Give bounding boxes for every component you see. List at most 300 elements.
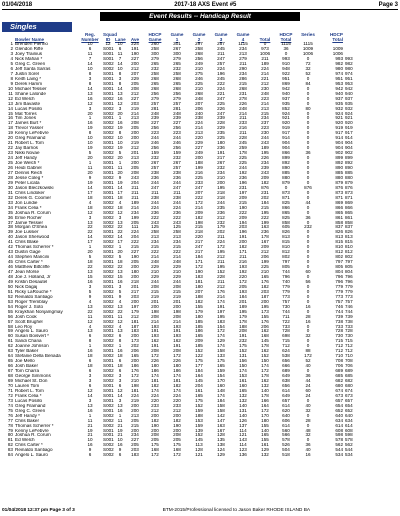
footer-license: BTM-2015/Professional licensed to Jason Baker RHODE ISLAND BA: [162, 508, 311, 513]
table-cell: S001: [103, 284, 114, 289]
table-cell: 172: [195, 200, 203, 205]
table-cell: 28: [7, 175, 13, 180]
table-cell: S001: [103, 230, 114, 235]
table-cell: 16: [117, 121, 123, 126]
table-cell: 5: [118, 289, 122, 294]
table-cell: 223: [261, 126, 269, 131]
table-cell: 796: [335, 274, 343, 279]
table-cell: 712: [345, 344, 353, 349]
table-cell: 236: [173, 175, 181, 180]
table-cell: 804: [345, 270, 353, 275]
table-cell: 222: [151, 215, 159, 220]
table-cell: 3: [88, 379, 92, 383]
table-cell: 125: [173, 225, 181, 230]
table-cell: 178: [239, 319, 247, 324]
table-cell: 22: [117, 265, 123, 270]
table-cell: 12: [117, 210, 123, 215]
table-cell: 826: [335, 230, 343, 235]
table-cell: 174: [239, 369, 247, 374]
table-cell: 710: [345, 354, 353, 359]
table-cell: S001: [103, 76, 114, 81]
table-cell: 5: [88, 151, 92, 156]
table-cell: 43: [7, 250, 13, 255]
table-cell: 204: [131, 180, 139, 185]
table-cell: Lucas Posillo: [15, 106, 43, 111]
table-cell: 4: [88, 324, 92, 329]
table-cell: 114: [239, 428, 247, 433]
table-cell: 234: [131, 433, 139, 438]
table-cell: 200: [131, 131, 139, 136]
table-cell: 890: [335, 166, 343, 171]
table-cell: Susan Boisvert *: [15, 334, 49, 339]
table-cell: 150: [261, 359, 269, 364]
table-cell: 974: [345, 71, 353, 76]
table-cell: 83: [7, 448, 13, 453]
table-cell: 810: [345, 245, 353, 250]
table-cell: S002: [103, 156, 114, 161]
table-cell: 229: [217, 126, 225, 131]
table-cell: 281: [151, 106, 159, 111]
table-cell: S002: [103, 205, 114, 210]
table-cell: 214: [239, 111, 247, 116]
table-cell: 128: [195, 448, 203, 453]
table-cell: 201: [151, 299, 159, 304]
table-cell: 162: [261, 379, 269, 383]
table-cell: 51: [7, 289, 13, 294]
table-cell: 201: [131, 151, 139, 156]
table-cell: 198: [173, 309, 181, 314]
table-cell: S001: [103, 393, 114, 398]
table-cell: 200: [131, 428, 139, 433]
table-cell: Lauren Tom: [15, 383, 40, 388]
table-cell: 910: [282, 62, 290, 66]
table-cell: 247: [151, 185, 159, 190]
table-cell: 673: [345, 393, 353, 398]
table-cell: 1115: [238, 42, 248, 47]
table-cell: 796: [282, 274, 290, 279]
footer-left: 01/04/2018 12:37 pm Page 3 of 3: [2, 508, 75, 513]
table-cell: 220: [239, 274, 247, 279]
table-cell: 22: [117, 309, 123, 314]
table-cell: 10: [117, 438, 123, 443]
table-cell: 36: [7, 215, 13, 220]
table-cell: 935: [345, 101, 353, 106]
table-cell: 973: [261, 47, 269, 52]
table-cell: 211: [131, 190, 139, 195]
table-cell: 152: [217, 270, 225, 275]
table-cell: Justin Sorel: [15, 71, 40, 76]
table-cell: 201: [131, 284, 139, 289]
table-cell: Chris Carter *: [15, 443, 43, 448]
table-cell: 121: [239, 433, 247, 438]
table-cell: 220: [173, 398, 181, 403]
table-cell: 40: [305, 364, 311, 369]
column-header: Game: [148, 36, 162, 42]
table-cell: 16: [87, 408, 93, 413]
table-cell: 733: [345, 324, 353, 329]
table-cell: Tyler Baker: [15, 349, 39, 354]
table-cell: 1: [88, 413, 92, 418]
table-cell: 196: [239, 180, 247, 185]
table-cell: 161: [261, 443, 269, 448]
table-cell: 71: [7, 388, 13, 393]
table-cell: 813: [345, 235, 353, 240]
table-cell: 16: [7, 116, 13, 121]
table-cell: 235: [217, 131, 225, 136]
table-cell: 773: [345, 294, 353, 299]
table-cell: 212: [131, 66, 139, 71]
table-cell: S002: [103, 354, 114, 359]
table-cell: 172: [304, 354, 312, 359]
table-cell: 172: [261, 369, 269, 374]
table-cell: 182: [151, 383, 159, 388]
table-cell: 890: [282, 166, 290, 171]
table-cell: 172: [131, 374, 139, 379]
table-cell: 211: [217, 260, 225, 265]
table-cell: 879: [345, 180, 353, 185]
table-cell: Thomas Scherrer *: [15, 423, 54, 428]
table-cell: 899: [282, 156, 290, 161]
table-cell: 205: [131, 418, 139, 423]
table-cell: 207: [195, 289, 203, 294]
table-cell: 5: [118, 255, 122, 260]
column-header: Game: [170, 32, 184, 37]
table-cell: 0: [306, 245, 310, 250]
table-cell: 200: [173, 413, 181, 418]
table-cell: 179: [131, 309, 139, 314]
table-cell: 871: [345, 195, 353, 200]
table-cell: 656: [282, 383, 290, 388]
table-cell: 914: [282, 136, 290, 141]
table-cell: 9: [88, 175, 92, 180]
table-cell: 175: [239, 344, 247, 349]
table-cell: 300: [151, 52, 159, 57]
table-cell: 260: [151, 42, 159, 47]
table-cell: 935: [282, 101, 290, 106]
table-cell: 247: [195, 245, 203, 250]
table-cell: Tom Charra: [15, 369, 39, 374]
table-cell: 221: [217, 91, 225, 96]
table-cell: Reinaldo Santiago: [15, 448, 53, 453]
table-cell: 175: [195, 398, 203, 403]
table-cell: 6: [118, 334, 122, 339]
table-cell: 16: [87, 443, 93, 448]
table-cell: 779: [335, 284, 343, 289]
table-cell: 114: [239, 443, 247, 448]
table-cell: 182: [173, 383, 181, 388]
table-cell: 181: [195, 279, 203, 284]
table-cell: Robert L. Tom: [15, 141, 44, 146]
table-cell: 876: [335, 185, 343, 190]
table-cell: 279: [151, 57, 159, 62]
table-cell: 18: [87, 364, 93, 369]
table-cell: 914: [345, 136, 353, 141]
table-cell: 20: [87, 250, 93, 255]
table-cell: 813: [282, 235, 290, 240]
table-cell: 8: [118, 71, 122, 76]
table-cell: 712: [335, 344, 343, 349]
table-cell: 211: [151, 190, 159, 195]
table-cell: S002: [103, 240, 114, 245]
table-cell: 243: [131, 175, 139, 180]
table-cell: 175: [173, 443, 181, 448]
table-cell: 229: [131, 76, 139, 81]
table-cell: 578: [335, 438, 343, 443]
table-cell: 199: [131, 215, 139, 220]
table-cell: 46: [7, 265, 13, 270]
table-cell: 215: [261, 111, 269, 116]
column-header: Total: [259, 36, 271, 42]
table-cell: 815: [345, 240, 353, 245]
table-cell: 227: [151, 121, 159, 126]
table-cell: 211: [261, 57, 269, 62]
table-cell: 951: [282, 76, 290, 81]
table-cell: 224: [217, 240, 225, 245]
table-cell: 159: [195, 423, 203, 428]
table-cell: 258: [173, 230, 181, 235]
table-cell: 544: [335, 448, 343, 453]
table-cell: S001: [103, 408, 114, 413]
table-cell: 193: [173, 334, 181, 339]
table-cell: Joe Mello: [15, 359, 35, 364]
table-cell: 234: [261, 116, 269, 121]
table-cell: 993: [335, 57, 343, 62]
table-cell: 247: [195, 185, 203, 190]
table-cell: 215: [131, 423, 139, 428]
table-cell: 657: [335, 398, 343, 403]
table-cell: S001: [103, 383, 114, 388]
table-cell: S002: [103, 334, 114, 339]
table-cell: S002: [103, 175, 114, 180]
table-cell: 3: [88, 398, 92, 403]
table-cell: 178: [261, 393, 269, 398]
table-cell: 72: [7, 393, 13, 398]
table-cell: S002: [103, 151, 114, 156]
table-cell: 189: [131, 200, 139, 205]
table-cell: 16: [305, 304, 311, 309]
table-cell: 152: [195, 433, 203, 438]
table-cell: 657: [282, 398, 290, 403]
table-cell: 199: [261, 260, 269, 265]
table-cell: 210: [195, 66, 203, 71]
table-cell: 56: [7, 314, 13, 319]
table-cell: 204: [195, 383, 203, 388]
table-cell: Reinaldo Santiago: [15, 294, 53, 299]
table-cell: 12: [117, 388, 123, 393]
table-cell: 224: [261, 66, 269, 71]
table-cell: 193: [239, 289, 247, 294]
table-cell: 0: [306, 344, 310, 349]
table-cell: 231: [239, 91, 247, 96]
table-cell: 211: [239, 255, 247, 260]
table-cell: 172: [173, 453, 181, 458]
table-cell: 223: [261, 96, 269, 101]
table-cell: 1: [118, 116, 122, 121]
table-cell: 203: [261, 289, 269, 294]
table-cell: 213: [261, 106, 269, 111]
table-cell: 52: [305, 359, 311, 364]
table-cell: 267: [173, 47, 181, 52]
table-cell: 904: [282, 141, 290, 146]
table-cell: 245: [217, 47, 225, 52]
table-cell: 8: [88, 71, 92, 76]
table-cell: 213: [131, 413, 139, 418]
table-cell: 184: [261, 200, 269, 205]
table-cell: S002: [103, 344, 114, 349]
table-cell: 876: [304, 185, 312, 190]
table-cell: 232: [239, 339, 247, 344]
table-cell: 226: [239, 101, 247, 106]
table-cell: 195: [239, 309, 247, 314]
table-cell: 180: [261, 418, 269, 423]
table-cell: 200: [131, 274, 139, 279]
table-cell: 738: [335, 319, 343, 324]
table-cell: 226: [151, 359, 159, 364]
table-cell: 205: [173, 438, 181, 443]
table-cell: 19: [7, 131, 13, 136]
table-cell: 23: [7, 151, 13, 156]
table-cell: 162: [173, 339, 181, 344]
table-cell: 212: [151, 408, 159, 413]
table-cell: 215: [195, 225, 203, 230]
table-cell: 0: [306, 101, 310, 106]
table-cell: S002: [103, 215, 114, 220]
table-cell: 685: [345, 374, 353, 379]
table-cell: Kristin Desautel: [15, 279, 48, 284]
table-cell: Ed Welch: [15, 438, 35, 443]
table-cell: 174: [151, 374, 159, 379]
table-cell: 993: [345, 57, 353, 62]
table-cell: 229: [195, 141, 203, 146]
table-cell: 179: [195, 309, 203, 314]
table-cell: 65: [7, 359, 13, 364]
table-cell: 244: [173, 200, 181, 205]
table-cell: 219: [131, 398, 139, 403]
table-cell: 873: [282, 190, 290, 195]
table-cell: 244: [151, 279, 159, 284]
table-cell: 211: [131, 195, 139, 200]
table-cell: 0: [306, 180, 310, 185]
table-cell: 208: [131, 170, 139, 175]
table-cell: 180: [195, 314, 203, 319]
table-cell: 876: [345, 185, 353, 190]
table-cell: 534: [335, 453, 343, 458]
table-cell: 3: [118, 76, 122, 81]
table-cell: 197: [239, 190, 247, 195]
table-cell: Frank Celia *: [15, 393, 42, 398]
table-cell: 239: [261, 166, 269, 171]
table-cell: 129: [217, 453, 225, 458]
table-cell: 36: [283, 47, 289, 52]
table-cell: 180: [173, 364, 181, 369]
table-cell: 802: [345, 255, 353, 260]
table-cell: 812: [345, 250, 353, 255]
table-cell: 155: [195, 304, 203, 309]
table-cell: 18: [87, 354, 93, 359]
table-cell: 866: [282, 205, 290, 210]
table-cell: 214: [131, 205, 139, 210]
table-cell: 40: [305, 448, 311, 453]
table-cell: 22: [7, 146, 13, 151]
table-cell: 278: [239, 96, 247, 101]
table-cell: 200: [173, 428, 181, 433]
table-cell: 865: [282, 210, 290, 215]
table-cell: S002: [103, 131, 114, 136]
table-cell: 504: [282, 448, 290, 453]
table-cell: 155: [261, 423, 269, 428]
table-cell: 257: [173, 166, 181, 171]
table-cell: 880: [282, 175, 290, 180]
table-cell: 236: [173, 210, 181, 215]
table-cell: 214: [151, 255, 159, 260]
table-cell: 174: [217, 344, 225, 349]
table-cell: Heidi Gabriel: [15, 166, 42, 171]
table-cell: 9: [118, 448, 122, 453]
table-cell: 268: [173, 76, 181, 81]
table-cell: 286: [239, 76, 247, 81]
table-cell: 598: [345, 433, 353, 438]
table-cell: 77: [7, 418, 13, 423]
table-cell: 30: [7, 185, 13, 190]
table-cell: S002: [103, 106, 114, 111]
table-cell: Tim Jones: [15, 116, 37, 121]
table-cell: 155: [261, 314, 269, 319]
table-cell: 193: [239, 265, 247, 270]
table-cell: 55: [7, 309, 13, 314]
table-cell: S002: [103, 96, 114, 101]
table-cell: 265: [151, 81, 159, 86]
table-cell: 620: [282, 408, 290, 413]
table-cell: 256: [151, 126, 159, 131]
table-cell: 243: [173, 220, 181, 225]
table-cell: 178: [261, 235, 269, 240]
table-cell: S002: [103, 418, 114, 423]
table-cell: 165: [131, 354, 139, 359]
table-cell: 3: [10, 52, 13, 57]
table-cell: 225: [261, 265, 269, 270]
table-cell: 1: [88, 245, 92, 250]
table-cell: 222: [239, 210, 247, 215]
table-cell: 534: [345, 453, 353, 458]
table-cell: 208: [151, 349, 159, 354]
table-cell: Kenny LeFebvre: [15, 428, 49, 433]
table-cell: 140: [261, 388, 269, 393]
table-cell: 165: [239, 388, 247, 393]
table-cell: 188: [239, 324, 247, 329]
table-cell: 223: [173, 131, 181, 136]
table-cell: 917: [335, 131, 343, 136]
table-cell: 174: [217, 299, 225, 304]
table-cell: 234: [239, 71, 247, 76]
table-cell: 224: [173, 205, 181, 210]
table-cell: 208: [131, 121, 139, 126]
table-cell: 980: [345, 66, 353, 71]
table-cell: 211: [217, 235, 225, 240]
table-cell: 191: [239, 334, 247, 339]
table-cell: 225: [239, 161, 247, 166]
table-cell: 229: [151, 274, 159, 279]
table-cell: Robert L. Tom: [15, 388, 44, 393]
table-cell: 10: [117, 136, 123, 141]
table-cell: 205: [131, 81, 139, 86]
table-cell: 739: [345, 314, 353, 319]
table-cell: 942: [335, 86, 343, 91]
table-cell: 5: [118, 151, 122, 156]
table-cell: 951: [345, 76, 353, 81]
table-cell: S002: [103, 126, 114, 131]
table-cell: 689: [282, 369, 290, 374]
table-cell: 301: [173, 42, 181, 47]
